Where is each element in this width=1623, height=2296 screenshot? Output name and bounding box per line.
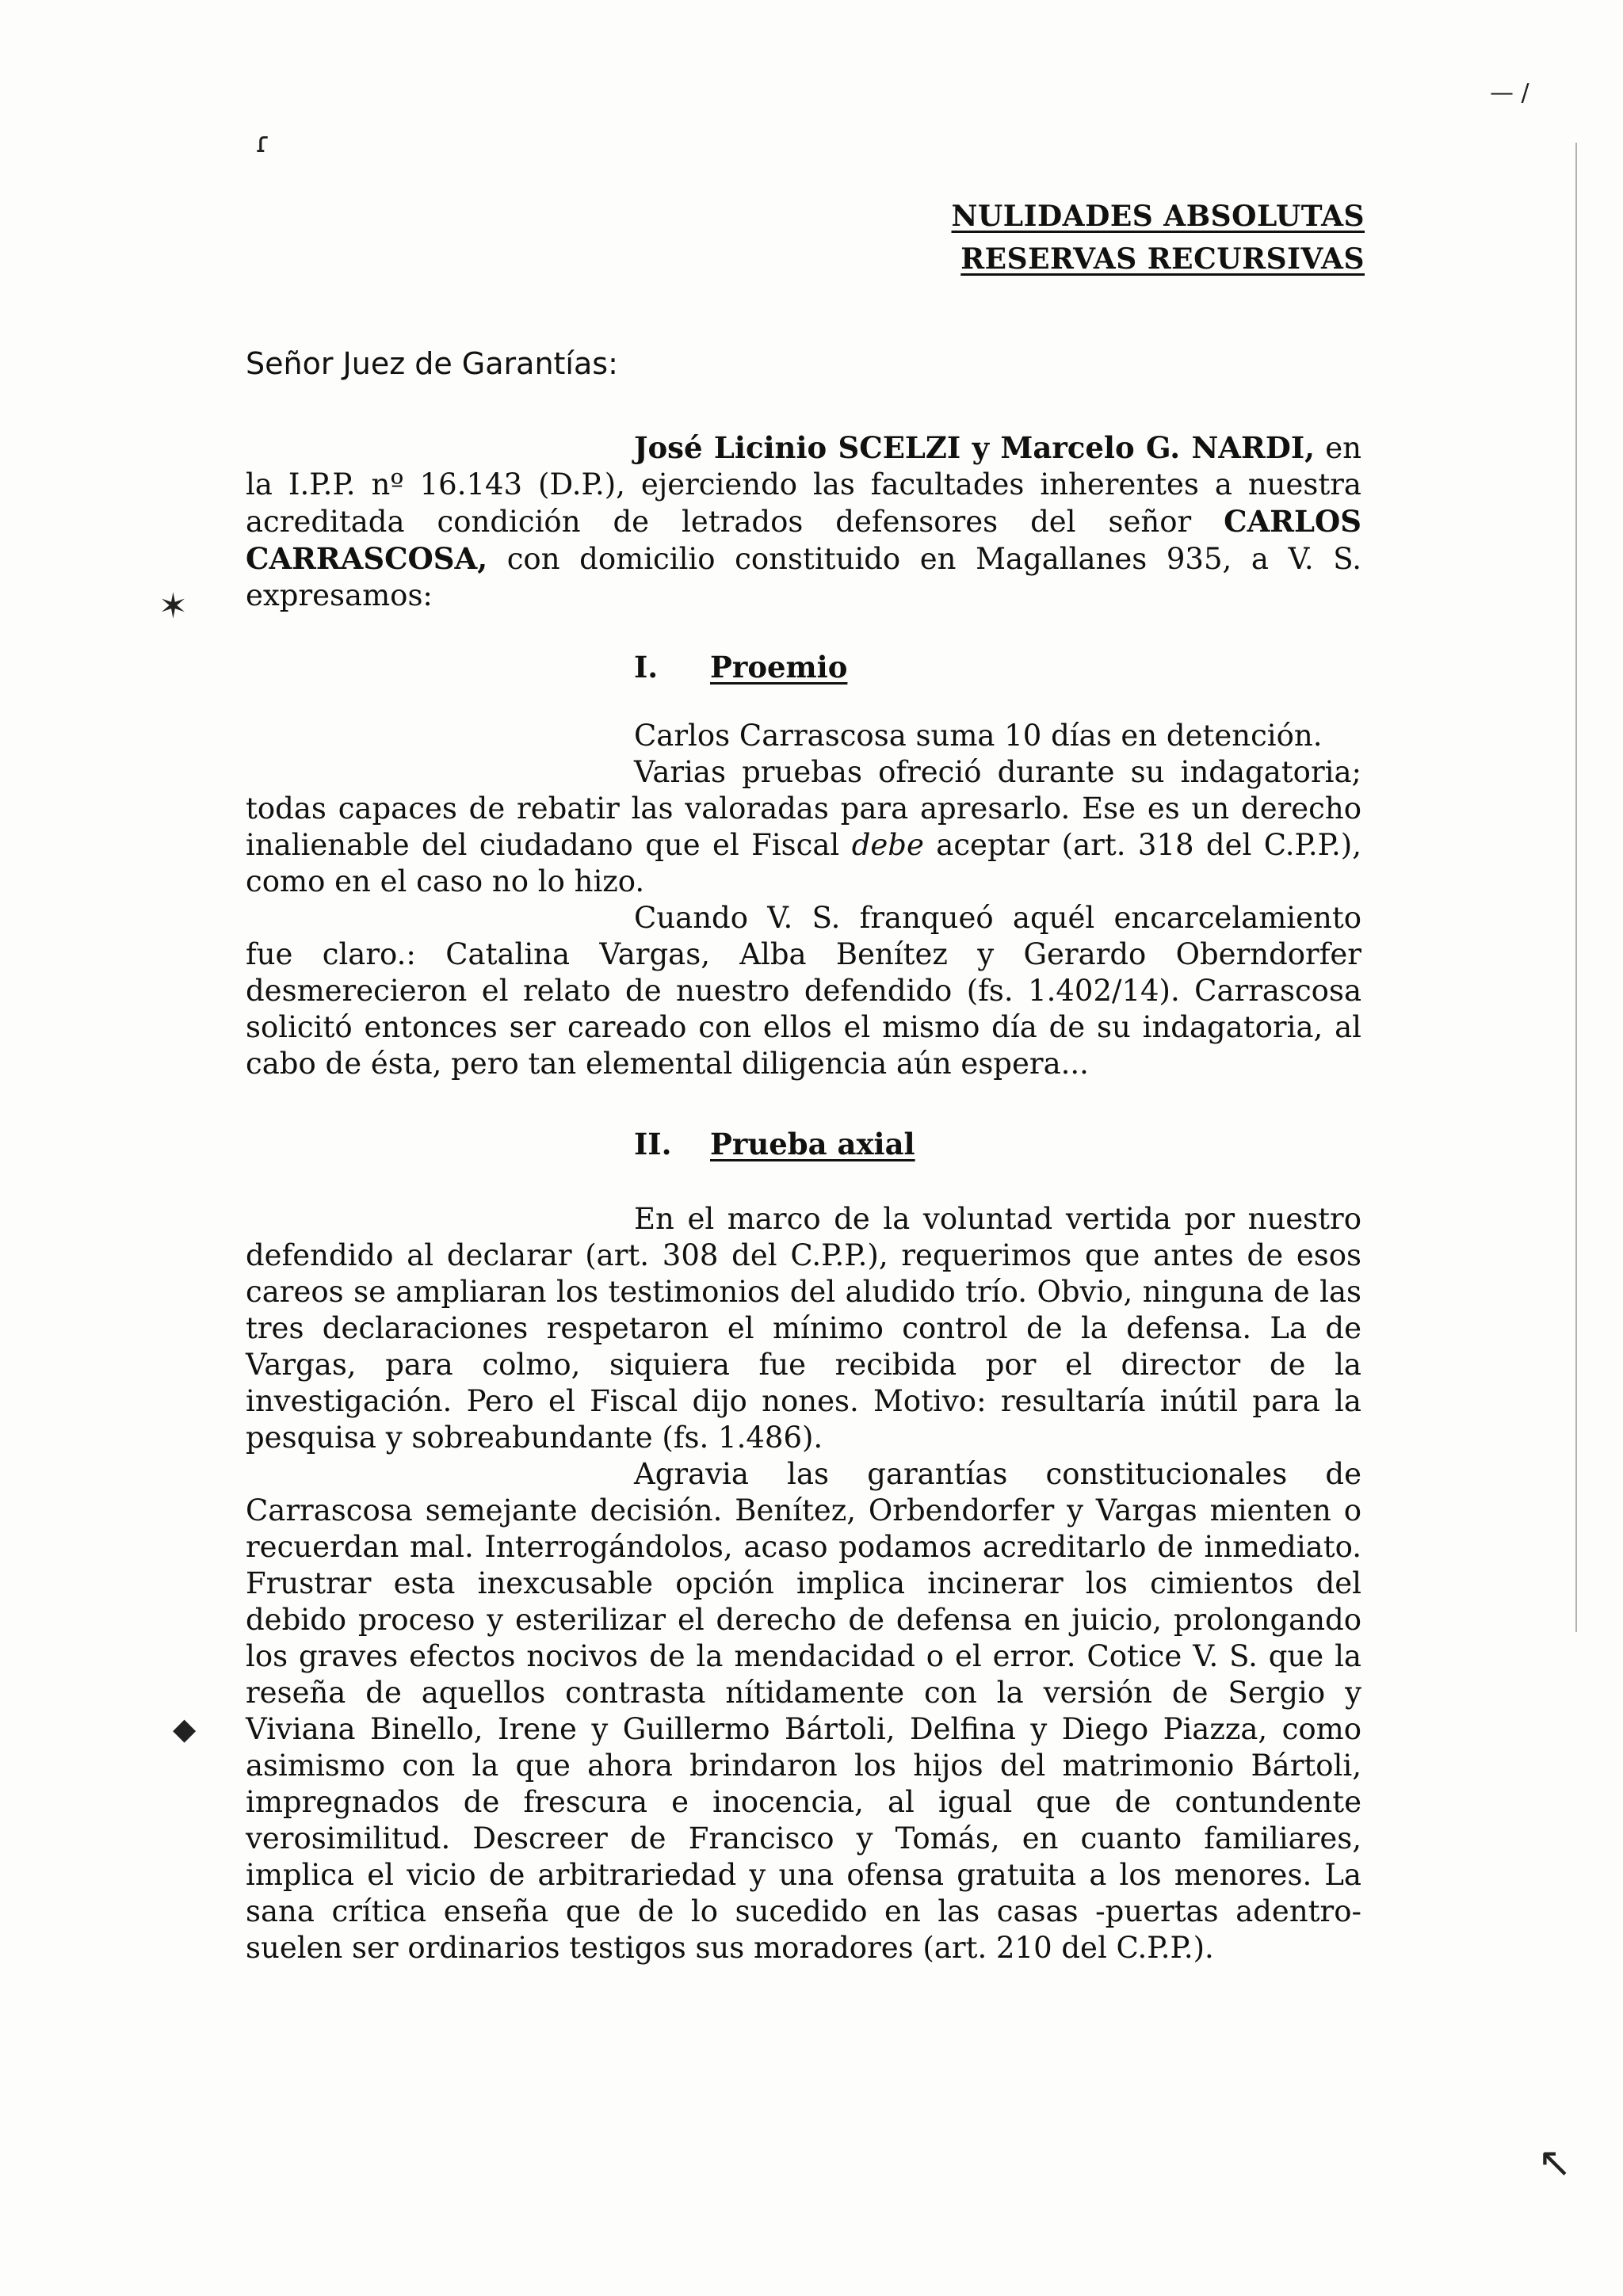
section-1-number: I.: [634, 650, 659, 685]
section-2-body: [246, 1201, 1361, 1966]
section-1-p2-b: aceptar (art. 318 del C.P.P.), como en el caso no lo hizo.: [246, 828, 1361, 898]
section-1-title: [634, 650, 847, 685]
scan-mark-left-2: ◆: [173, 1711, 197, 1746]
document-heading: [952, 195, 1365, 280]
scan-mark-top-left: ɾ: [255, 127, 271, 159]
section-1-heading: Proemio: [710, 650, 848, 685]
section-1-p2-a: Varias pruebas ofreció durante su indagatoria; todas capaces de rebatir las valoradas para apresarlo. Ese es un derecho inalienable del ciudadano que el Fiscal: [246, 755, 1361, 862]
scan-edge-line: [1575, 143, 1577, 1632]
client-name: CARLOS CARRASCOSA,: [246, 504, 1361, 576]
section-1-p2: [246, 754, 1361, 900]
section-1-body: [246, 718, 1361, 1082]
scan-mark-left-1: ✶: [158, 586, 188, 627]
attorney-names: José Licinio SCELZI y Marcelo G. NARDI,: [634, 430, 1316, 465]
intro-text-1: en la I.P.P. nº 16.143 (D.P.), ejerciendo las facultades inherentes a nuestra acreditada condición de letrados defensores del señor: [246, 431, 1361, 539]
section-1-p2-emphasis: debe: [851, 828, 924, 862]
section-2-number: II.: [634, 1127, 672, 1161]
intro-paragraph: [246, 429, 1361, 614]
scan-mark-bottom-right: ↖: [1537, 2139, 1572, 2187]
section-2-heading: Prueba axial: [710, 1127, 915, 1161]
heading-nulidades: NULIDADES ABSOLUTAS: [951, 200, 1365, 233]
heading-reservas: RESERVAS RECURSIVAS: [960, 242, 1365, 276]
intro-text-2: con domicilio constituido en Magallanes 935, a V. S. expresamos:: [246, 542, 1361, 612]
section-1-p3: Cuando V. S. franqueó aquél encarcelamiento fue claro.: Catalina Vargas, Alba Benítez y Gerardo Oberndorfer desmerecieron el relato de nuestro defendido (fs. 1.402/14). Carrascosa solicitó entonces ser careado con ellos el mismo día de su indagatoria, al cabo de ésta, pero tan elemental diligencia aún espera...: [246, 901, 1361, 1081]
section-2-p1: En el marco de la voluntad vertida por nuestro defendido al declarar (art. 308 del C.P.P.), requerimos que antes de esos careos se ampliaran los testimonios del aludido trío. Obvio, ninguna de las tres declaraciones respetaron el mínimo control de la defensa. La de Vargas, para colmo, siquiera fue recibida por el director de la investigación. Pero el Fiscal dijo nones. Motivo: resultaría inútil para la pesquisa y sobreabundante (fs. 1.486).: [246, 1202, 1361, 1455]
salutation: Señor Juez de Garantías:: [246, 346, 618, 381]
section-1-p1: Carlos Carrascosa suma 10 días en detención.: [634, 719, 1323, 753]
scan-mark-top-right: — /: [1490, 79, 1529, 107]
section-2-title: [634, 1127, 915, 1161]
section-2-p2: Agravia las garantías constitucionales de Carrascosa semejante decisión. Benítez, Orbendorfer y Vargas mienten o recuerdan mal. Interrogándolos, acaso podamos acreditarlo de inmediato. Frustrar esta inexcusable opción implica incinerar los cimientos del debido proceso y esterilizar el derecho de defensa en juicio, prolongando los graves efectos nocivos de la mendacidad o el error. Cotice V. S. que la reseña de aquellos contrasta nítidamente con la versión de Sergio y Viviana Binello, Irene y Guillermo Bártoli, Delfina y Diego Piazza, como asimismo con la que ahora brindaron los hijos del matrimonio Bártoli, impregnados de frescura e inocencia, al igual que de contundente verosimilitud. Descreer de Francisco y Tomás, en cuanto familiares, implica el vicio de arbitrariedad y una ofensa gratuita a los menores. La sana crítica enseña que de lo sucedido en las casas -puertas adentro- suelen ser ordinarios testigos sus moradores (art. 210 del C.P.P.).: [246, 1457, 1361, 1965]
